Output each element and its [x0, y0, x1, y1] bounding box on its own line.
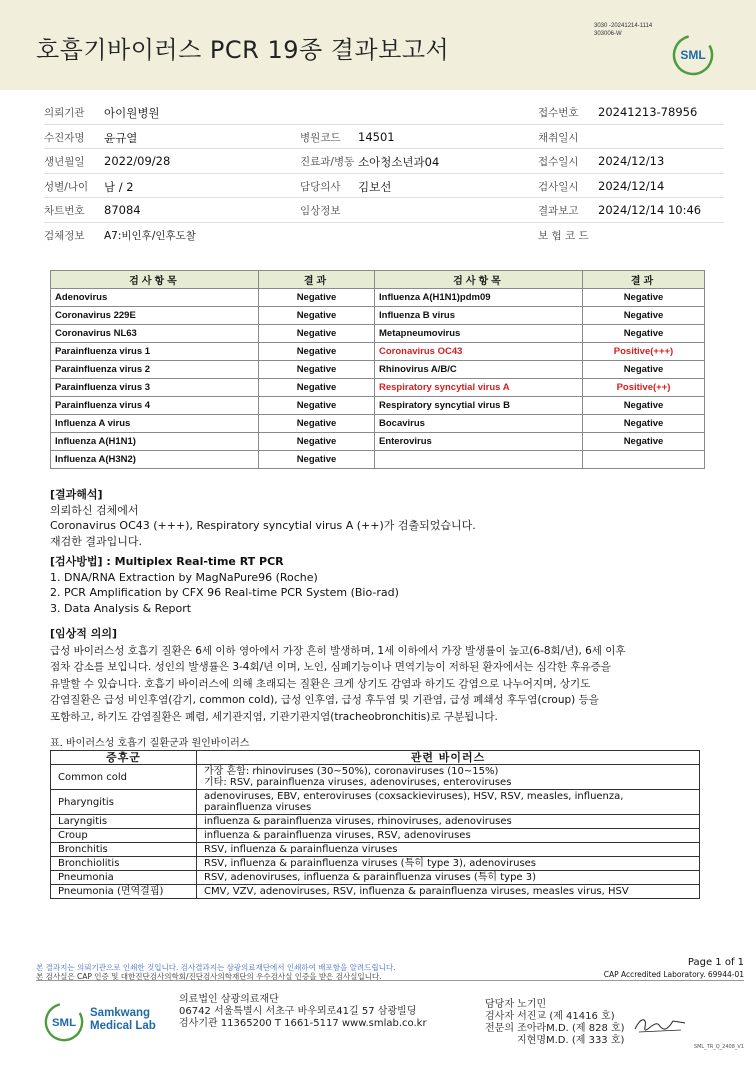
test-result: Negative	[259, 433, 375, 451]
dept-label: 진료과/병동	[300, 156, 355, 168]
footnote-print-notice: 본 결과지는 의뢰기관으로 인쇄한 것입니다. 검사결과지는 삼광의료재단에서 인쇄하여 배포함을 알려드립니다.	[36, 963, 396, 972]
col-header-item-2: 검사항목	[375, 271, 583, 289]
staff-line-3: 전문의 조아라M.D. (제 828 호)	[485, 1023, 625, 1034]
hospital-code-label: 병원코드	[300, 131, 341, 144]
table-row	[51, 415, 705, 433]
syndrome-name: Pneumonia	[51, 871, 197, 885]
test-item: Enterovirus	[375, 433, 583, 451]
lab-address	[179, 994, 427, 1030]
syndrome-name: Pharyngitis	[51, 790, 197, 815]
test-result: Negative	[583, 325, 705, 343]
test-item: Influenza A(H3N2)	[51, 451, 259, 469]
table-row	[51, 765, 700, 790]
dob-value: 2022/09/28	[104, 154, 171, 168]
footnote-cap-notice: 본 검사실은 CAP 인증 및 대한진단검사의학회/진단검사의학재단의 우수검사실 인증을 받은 검사실입니다.	[36, 972, 382, 981]
results-body	[51, 289, 705, 469]
test-result: Negative	[259, 451, 375, 469]
hospital-code-value: 14501	[358, 129, 395, 144]
table-row	[51, 790, 700, 815]
test-item: Rhinovirus A/B/C	[375, 361, 583, 379]
table-row	[51, 343, 705, 361]
receipt-no-value: 20241213-78956	[598, 105, 698, 119]
lab-staff	[485, 999, 625, 1047]
address-line-3: 검사기관 11365200 T 1661-5117 www.smlab.co.kr	[179, 1018, 427, 1029]
brand-line-2: Medical Lab	[90, 1019, 156, 1032]
table-row	[51, 397, 705, 415]
footnote	[36, 963, 396, 981]
test-result: Negative	[259, 361, 375, 379]
footer-divider	[36, 980, 744, 981]
related-viruses	[197, 829, 700, 843]
viral-body	[51, 765, 700, 899]
method-line: 1. DNA/RNA Extraction by MagNaPure96 (Roche)	[50, 570, 318, 584]
address-line-1: 의료법인 삼광의료재단	[179, 994, 279, 1005]
table-row	[51, 885, 700, 899]
test-item: Respiratory syncytial virus B	[375, 397, 583, 415]
test-item: Respiratory syncytial virus A	[375, 379, 583, 397]
viral-table	[50, 750, 700, 899]
method-section	[50, 554, 399, 616]
related-viruses	[197, 871, 700, 885]
virus-line: influenza & parainfluenza viruses, rhinoviruses, adenoviruses	[204, 816, 512, 827]
col-header-item-1: 검사항목	[51, 271, 259, 289]
table-row	[51, 433, 705, 451]
related-viruses	[197, 885, 700, 899]
col-header-result-2: 결과	[583, 271, 705, 289]
virus-line: 가장 흔함: rhinoviruses (30~50%), coronaviruses (10~15%)	[204, 766, 499, 777]
sml-footer-logo-icon	[44, 1002, 84, 1042]
method-line: 2. PCR Amplification by CFX 96 Real-time PCR System (Bio-rad)	[50, 586, 399, 599]
test-result: Negative	[259, 397, 375, 415]
viral-table-caption: 표. 바이러스성 호흡기 질환군과 원인바이러스	[50, 738, 250, 749]
test-item: Coronavirus NL63	[51, 325, 259, 343]
cap-accreditation: CAP Accredited Laboratory. 69944-01	[603, 970, 744, 979]
test-result: Negative	[259, 343, 375, 361]
page-number: Page 1 of 1	[687, 957, 744, 968]
report-title: 호흡기바이러스 PCR 19종 결과보고서	[36, 36, 450, 64]
test-item: Influenza A virus	[51, 415, 259, 433]
doctor-value: 김보선	[358, 179, 392, 194]
test-item: Influenza B virus	[375, 307, 583, 325]
table-row	[51, 451, 705, 469]
report-code-line2: 303006-W	[594, 31, 622, 37]
interpretation-line: 재검한 결과입니다.	[50, 534, 143, 548]
interpretation-line: 의뢰하신 검체에서	[50, 503, 139, 517]
logo-text: SML	[680, 48, 706, 62]
test-date-label: 검사일시	[538, 180, 579, 193]
clinical-meaning-line: 점차 감소를 보입니다. 성인의 발생률은 3-4회/년 이며, 노인, 심폐기능이나 면역기능이 저하된 환자에서는 심각한 후유증을	[50, 661, 611, 673]
syndrome-name: Pneumonia (면역결핍)	[51, 885, 197, 899]
test-item: Parainfluenza virus 1	[51, 343, 259, 361]
interpretation-line: Coronavirus OC43 (+++), Respiratory syncytial virus A (++)가 검출되었습니다.	[50, 519, 476, 532]
test-result: Negative	[583, 289, 705, 307]
test-result: Negative	[259, 379, 375, 397]
dob-label: 생년월일	[44, 156, 85, 168]
clinical-meaning-line: 유발할 수 있습니다. 호흡기 바이러스에 의해 초래되는 질환은 크게 상기도 감염과 하기도 감염으로 나누어지며, 상기도	[50, 677, 591, 690]
sml-logo-icon	[672, 34, 714, 76]
table-row	[51, 829, 700, 843]
report-date-label: 결과보고	[538, 205, 579, 217]
insurance-label: 보 험 코 드	[538, 229, 589, 242]
syndrome-name: Bronchitis	[51, 843, 197, 857]
clinical-label: 임상정보	[300, 205, 341, 217]
virus-line: adenoviruses, EBV, enteroviruses (coxsackieviruses), HSV, RSV, measles, influenza,	[204, 791, 624, 802]
brand-name	[90, 1007, 156, 1032]
table-row	[51, 843, 700, 857]
specimen-label: 검체정보	[44, 229, 85, 242]
address-line-2: 06742 서울특별시 서초구 바우뫼로41길 57 삼광빌딩	[179, 1006, 417, 1017]
table-row	[51, 361, 705, 379]
test-item: Coronavirus OC43	[375, 343, 583, 361]
viral-header-row	[51, 751, 700, 765]
test-item	[375, 451, 583, 469]
specimen-value: A7:비인후/인후도찰	[104, 229, 196, 242]
sex-age-label: 성별/나이	[44, 180, 89, 193]
client-label: 의뢰기관	[44, 107, 85, 119]
interpretation-title: [결과해석]	[50, 488, 103, 501]
table-row	[51, 289, 705, 307]
staff-line-1: 담당자 노기민	[485, 999, 547, 1010]
brand-line-1: Samkwang	[90, 1007, 151, 1019]
test-result: Negative	[583, 307, 705, 325]
test-result: Positive(+++)	[583, 343, 705, 361]
test-item: Bocavirus	[375, 415, 583, 433]
receipt-date-label: 접수일시	[538, 156, 579, 168]
virus-line: RSV, influenza & parainfluenza viruses	[204, 844, 398, 855]
test-item: Adenovirus	[51, 289, 259, 307]
signature-icon	[633, 1013, 687, 1035]
chart-no-label: 차트번호	[44, 205, 85, 217]
dept-value: 소아청소년과04	[358, 155, 440, 169]
doctor-label: 담당의사	[300, 180, 341, 193]
test-result: Negative	[259, 325, 375, 343]
results-table	[50, 270, 705, 469]
patient-label: 수진자명	[44, 131, 85, 144]
chart-no-value: 87084	[104, 203, 141, 217]
viral-col-viruses: 관련 바이러스	[197, 751, 700, 765]
viral-col-disease: 증후군	[51, 751, 197, 765]
report-code-line1: 3030 -20241214-1114	[594, 23, 653, 29]
clinical-meaning-title: [임상적 의의]	[50, 627, 118, 640]
test-result: Negative	[583, 397, 705, 415]
related-viruses	[197, 843, 700, 857]
test-result: Negative	[583, 415, 705, 433]
related-viruses	[197, 790, 700, 815]
test-result	[583, 451, 705, 469]
test-result: Negative	[583, 433, 705, 451]
syndrome-name: Common cold	[51, 765, 197, 790]
virus-line: influenza & parainfluenza viruses, RSV, adenoviruses	[204, 830, 471, 841]
test-item: Parainfluenza virus 4	[51, 397, 259, 415]
test-date-value: 2024/12/14	[598, 178, 665, 193]
test-item: Coronavirus 229E	[51, 307, 259, 325]
virus-line: parainfluenza viruses	[204, 802, 312, 813]
test-item: Influenza A(H1N1)	[51, 433, 259, 451]
virus-line: CMV, VZV, adenoviruses, RSV, influenza & parainfluenza viruses, measles virus, HSV	[204, 886, 629, 897]
syndrome-name: Croup	[51, 829, 197, 843]
test-item: Metapneumovirus	[375, 325, 583, 343]
virus-line: RSV, influenza & parainfluenza viruses (특히 type 3), adenoviruses	[204, 858, 537, 869]
clinical-meaning-line: 포함하고, 하기도 감염질환은 폐렴, 세기관지염, 기관기관지염(tracheobronchitis)로 구분됩니다.	[50, 710, 498, 723]
virus-line: 기타: RSV, parainfluenza viruses, adenoviruses, enteroviruses	[204, 777, 512, 788]
related-viruses	[197, 815, 700, 829]
col-header-result-1: 결과	[259, 271, 375, 289]
receipt-date-value: 2024/12/13	[598, 154, 665, 168]
clinical-meaning-line: 급성 바이러스성 호흡기 질환은 6세 이하 영아에서 가장 흔히 발생하며, 1세 이하에서 가장 발생률이 높고(6-8회/년), 6세 이후	[50, 644, 626, 657]
table-row	[51, 325, 705, 343]
clinical-meaning-section	[50, 626, 626, 725]
clinical-meaning-line: 감염질환은 급성 비인후염(감기, common cold), 급성 인후염, 급성 후두염 및 기관염, 급성 폐쇄성 후두염(croup) 등을	[50, 694, 599, 706]
test-item: Parainfluenza virus 3	[51, 379, 259, 397]
table-row	[51, 857, 700, 871]
table-row	[51, 307, 705, 325]
related-viruses	[197, 765, 700, 790]
client-value: 아이원병원	[104, 106, 160, 120]
receipt-no-label: 접수번호	[538, 107, 579, 119]
test-result: Negative	[259, 289, 375, 307]
footer-logo-text: SML	[51, 1016, 77, 1029]
test-result: Negative	[583, 361, 705, 379]
virus-line: RSV, adenoviruses, influenza & parainfluenza viruses (특히 type 3)	[204, 872, 537, 883]
test-result: Negative	[259, 307, 375, 325]
sex-age-value: 남 / 2	[104, 179, 134, 194]
test-result: Negative	[259, 415, 375, 433]
interpretation-section	[50, 487, 476, 549]
method-title: [검사방법] : Multiplex Real-time RT PCR	[50, 555, 284, 568]
table-row	[51, 871, 700, 885]
staff-line-4: 지현명M.D. (제 333 호)	[517, 1035, 625, 1046]
table-row	[51, 379, 705, 397]
method-line: 3. Data Analysis & Report	[50, 601, 192, 615]
test-result: Positive(++)	[583, 379, 705, 397]
syndrome-name: Bronchiolitis	[51, 857, 197, 871]
patient-value: 윤규열	[104, 130, 138, 145]
collect-date-label: 채취일시	[538, 131, 579, 144]
syndrome-name: Laryngitis	[51, 815, 197, 829]
staff-line-2: 검사자 서진교 (제 41416 호)	[485, 1011, 615, 1022]
report-code	[594, 22, 652, 38]
report-date-value: 2024/12/14 10:46	[598, 203, 702, 217]
test-item: Influenza A(H1N1)pdm09	[375, 289, 583, 307]
table-row	[51, 815, 700, 829]
results-header-row	[51, 271, 705, 289]
document-code: SML_TR_Q_2408_V1	[693, 1044, 744, 1050]
related-viruses	[197, 857, 700, 871]
patient-info	[44, 100, 724, 247]
test-item: Parainfluenza virus 2	[51, 361, 259, 379]
